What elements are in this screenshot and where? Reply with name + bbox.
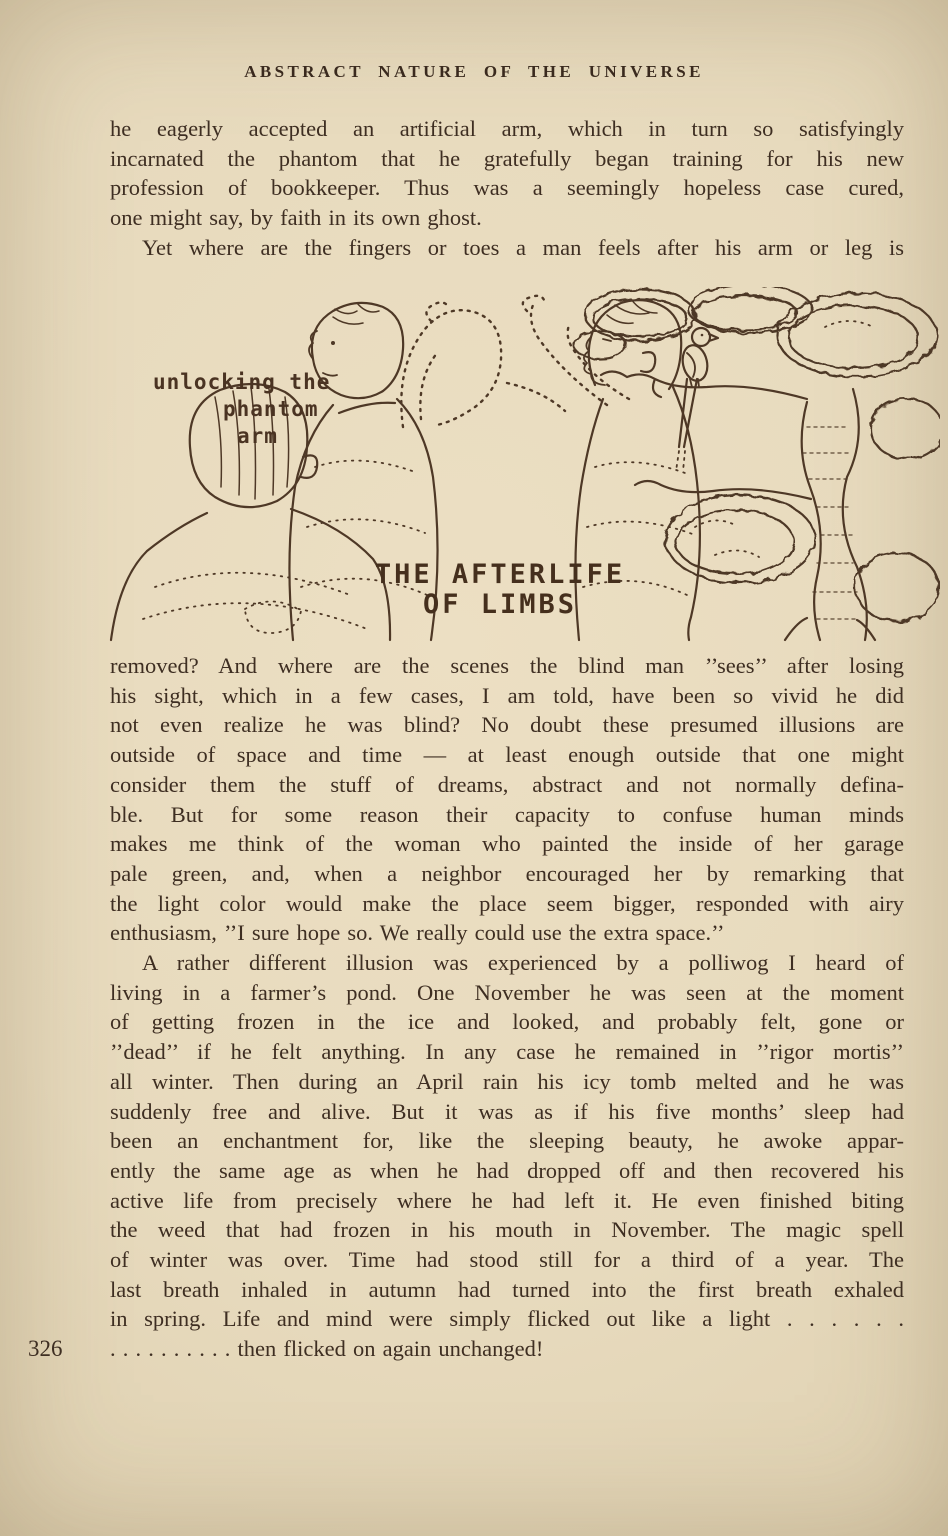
illustration-caption (375, 559, 625, 620)
body-text-below-illustration (110, 651, 904, 1364)
text-line: his sight, which in a few cases, I am told, have been so vivid he did (110, 682, 904, 708)
paragraph (110, 651, 904, 948)
caption-line-2: OF LIMBS (422, 589, 578, 620)
ear (641, 352, 655, 372)
foliage (574, 287, 940, 621)
illustration-afterlife-of-limbs (95, 287, 940, 652)
text-line: suddenly free and alive. But it was as if his five months’ sleep had (110, 1098, 904, 1124)
text-line: . . . . . . . . . . then flicked on again unchanged! (110, 1336, 544, 1362)
text-line: last breath inhaled in autumn had turned into the first breath exhaled (110, 1276, 904, 1302)
phantom-arm-label (153, 370, 330, 448)
figure-back-view (111, 384, 390, 640)
text-line: ’’dead’’ if he felt anything. In any case he remained in ’’rigor mortis’’ (110, 1039, 904, 1065)
text-line: not even realize he was blind? No doubt these presumed illusions are (110, 712, 904, 738)
text-line: A rather different illusion was experienced by a polliwog I heard of (142, 950, 904, 976)
label-line-3: arm (237, 424, 278, 448)
text-line: ently the same age as when he had dropped off and then recovered his (110, 1157, 904, 1183)
phantom-arm-dotted (401, 302, 565, 427)
text-line: incarnated the phantom that he gratefully began training for his new (110, 145, 904, 171)
text-line: profession of bookkeeper. Thus was a seemingly hopeless case cured, (110, 175, 904, 201)
text-line: been an enchantment for, like the sleeping beauty, he awoke appar- (110, 1128, 904, 1154)
text-line: all winter. Then during an April rain his icy tomb melted and he was (110, 1068, 904, 1094)
text-line: the light color would make the place seem bigger, responded with airy (110, 890, 904, 916)
text-line: the weed that had frozen in his mouth in November. The magic spell (110, 1217, 904, 1243)
text-line: enthusiasm, ’’I sure hope so. We really could use the extra space.’’ (110, 920, 725, 946)
paragraph (110, 948, 904, 1364)
page-number: 326 (28, 1336, 63, 1361)
text-line: of winter was over. Time had stood still for a third of a year. The (110, 1247, 904, 1273)
label-line-2: phantom (223, 397, 319, 421)
tree (574, 287, 940, 640)
text-line: outside of space and time — at least enough outside that one might (110, 742, 904, 768)
text-line: removed? And where are the scenes the blind man ’’sees’’ after losing (110, 653, 904, 678)
text-line: active life from precisely where he had left it. He even finished biting (110, 1187, 904, 1213)
label-line-1: unlocking the (153, 370, 331, 394)
text-line: consider them the stuff of dreams, abstract and not normally defina- (110, 771, 904, 797)
bird-icon (676, 328, 718, 471)
body-text-above-illustration (110, 114, 904, 263)
text-line: pale green, and, when a neighbor encouraged her by remarking that (110, 860, 904, 886)
text-line: ble. But for some reason their capacity to confuse human minds (110, 801, 904, 827)
text-line: living in a farmer’s pond. One November he was seen at the moment (110, 979, 904, 1005)
paragraph (110, 114, 904, 233)
paragraph (110, 233, 904, 263)
text-line: of getting frozen in the ice and looked, and probably felt, gone or (110, 1009, 904, 1035)
text-line: he eagerly accepted an artificial arm, which in turn so satisfyingly (110, 116, 904, 141)
text-line: one might say, by faith in its own ghost. (110, 205, 482, 231)
text-line: Yet where are the fingers or toes a man feels after his arm or leg is (142, 234, 904, 260)
illustration-svg (95, 287, 940, 652)
text-line: in spring. Life and mind were simply flicked out like a light . . . . . . (110, 1306, 904, 1332)
caption-line-1: THE AFTERLIFE (374, 559, 626, 590)
running-head: ABSTRACT NATURE OF THE UNIVERSE (244, 62, 704, 81)
text-line: makes me think of the woman who painted the inside of her garage (110, 831, 904, 857)
